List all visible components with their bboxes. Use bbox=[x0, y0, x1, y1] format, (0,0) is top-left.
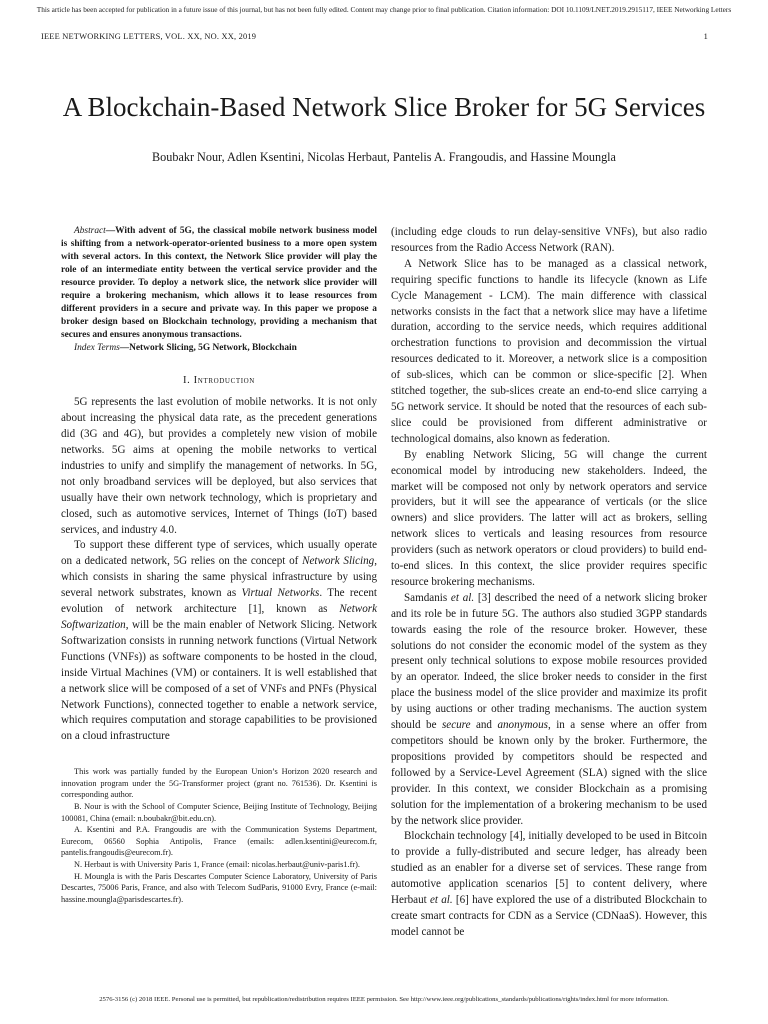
text-run: and bbox=[470, 719, 498, 732]
text-run: , in a sense where an offer from competitors should be known only by the broker. Furthermore, the propositions provided by competitors should be respected and followed by a Service-Level Agreement (SLA) signed with the slice provider. In this context, we consider Blockchain as a promising solution for the implementation of a brokering mechanism to be used by the network slice provider. bbox=[391, 719, 707, 827]
continuation-paragraph: (including edge clouds to run delay-sensitive VNFs), but also radio resources from the Radio Access Network (RAN). bbox=[391, 226, 707, 254]
footnote-affiliation: A. Ksentini and P.A. Frangoudis are with the Communication Systems Department, Eurecom, 06560 Sophia Antipolis, France (emails: adlen.ksentini@eurecom.fr, pantelis.frangoudis@eurecom.fr). bbox=[61, 825, 377, 858]
index-terms-lead: Index Terms bbox=[74, 343, 120, 354]
text-run: Samdanis bbox=[404, 591, 451, 604]
text-run: , which consists in sharing the same physical infrastructure by using several network substrates, known as bbox=[61, 555, 377, 600]
text-run: [3] described the need of a network slicing broker and its role be in future 5G. The authors also studied 3GPP standards towards easing the role of the resource broker. However, these solutions do not consider the economic model of the system as they present only technical solutions to expose mobile resources provided by an operator. Indeed, the slice broker needs to consider in the first place the business model of the slice provider and maximize its profit by using auctions or other trading mechanisms. The auction system should be bbox=[391, 591, 708, 732]
left-column bbox=[61, 225, 377, 905]
abstract bbox=[61, 225, 377, 342]
index-terms bbox=[61, 342, 377, 355]
emphasis-et-al: et al. bbox=[450, 591, 475, 604]
index-terms-text: —Network Slicing, 5G Network, Blockchain bbox=[119, 343, 297, 354]
section-number: I. bbox=[183, 375, 191, 387]
footnote-affiliation: B. Nour is with the School of Computer Science, Beijing Institute of Technology, Beijing 100081, China (email: n.boubakr@bit.edu.cn). bbox=[61, 802, 377, 823]
section-title: Introduction bbox=[193, 375, 255, 387]
emphasis-network-softwarization: Network Softwarization bbox=[61, 603, 377, 632]
right-column bbox=[391, 225, 707, 941]
running-head bbox=[41, 32, 708, 41]
text-run: , will be the main enabler of Network Slicing. Network Softwarization consists in running network functions (Virtual Network Functions (VNFs)) as software components to be hosted in the cloud, inside Virtual Machines (VM) or containers. It is well established that a network slice will be composed of a set of VNFs and PNFs (Physical Network Functions), connected together to enable a network service, which requires computation and storage capabilities to be provisioned on a cloud infrastructure bbox=[61, 619, 377, 743]
body-paragraph: A Network Slice has to be managed as a classical network, requiring specific functions to handle its lifecycle (known as Life Cycle Management - LCM). The main difference with classical networks consists in the fact that a network slice may have a lifetime duration, according to the service needs, which requires additional orchestration functions to provision and decommission the virtual resources dedicated to it. Moreover, a network slice is a composition of sub-slices, which can be common or slice-specific [2]. When stitched together, the sub-slices create an end-to-end slice carrying a 5G network service. It should be noted that the resources of each sub-slice could be provisioned from different administrative or technological domains, also known as federation. bbox=[391, 257, 707, 445]
text-run: To support these different type of services, which usually operate on a dedicated network, 5G relies on the concept of bbox=[61, 539, 377, 568]
footnote-affiliation: H. Moungla is with the Paris Descartes Computer Science Laboratory, University of Paris Descartes, 75006 Paris, France, and also with Telecom SudParis, 91000 Evry, France (e-mail: hassine.moungla@parisdescartes.fr). bbox=[61, 871, 377, 904]
text-run: Blockchain technology [4], initially developed to be used in Bitcoin to provide a fully-distributed and secure ledger, has already been studied as an enabler for a diverse set of services. These range from automotive application scenarios [5] to content delivery, where Herbaut bbox=[391, 830, 707, 907]
footnote-funding: This work was partially funded by the European Union’s Horizon 2020 research and innovation program under the 5G-Transformer project (grant no. 761536). Dr. Ksentini is corresponding author. bbox=[61, 767, 377, 800]
abstract-lead: Abstract bbox=[74, 226, 106, 236]
emphasis-virtual-networks: Virtual Networks bbox=[241, 587, 320, 600]
emphasis-et-al: et al. bbox=[429, 894, 453, 907]
publication-notice: This article has been accepted for publication in a future issue of this journal, but has not been fully edited. Content may change prior to final publication. Citation information: DOI 10.1109/LNET.2019.2915117, IEEE Networking Letters bbox=[36, 5, 732, 14]
body-paragraph bbox=[391, 829, 707, 940]
footnote-affiliation: N. Herbaut is with University Paris 1, France (email: nicolas.herbaut@univ-paris1.fr). bbox=[74, 860, 360, 870]
text-run: [6] have explored the use of a distributed Blockchain to create smart contracts for CDN as a Service (CDNaaS). However, this model cannot be bbox=[391, 894, 707, 938]
paper-title: A Blockchain-Based Network Slice Broker for 5G Services bbox=[62, 92, 706, 123]
journal-name: IEEE NETWORKING LETTERS, VOL. XX, NO. XX, 2019 bbox=[41, 32, 257, 41]
author-list: Boubakr Nour, Adlen Ksentini, Nicolas Herbaut, Pantelis A. Frangoudis, and Hassine Moungla bbox=[152, 150, 616, 164]
intro-paragraph-1: 5G represents the last evolution of mobile networks. It is not only about increasing the physical data rate, as the precedent generations did (3G and 4G), but provides a completely new vision of mobile networks. 5G aims at opening the mobile networks to vertical industries to unify and simplify the management of networks. In 5G, not only broadband services will be deployed, but also services that usually have their own network technology, which is proprietary and closed, such as automotive services, Internet of Things (IoT) based services, and industry 4.0. bbox=[61, 396, 377, 536]
intro-paragraph-2 bbox=[61, 538, 377, 745]
emphasis-anonymous: anonymous bbox=[497, 719, 548, 732]
page-number: 1 bbox=[703, 32, 708, 41]
copyright-notice: 2576-3156 (c) 2018 IEEE. Personal use is permitted, but republication/redistribution requires IEEE permission. See http://www.ieee.org/publications_standards/publications/rights/index.html for more information. bbox=[99, 996, 669, 1003]
emphasis-secure: secure bbox=[441, 719, 471, 732]
text-run: . The recent evolution of network architecture [1], known as bbox=[61, 587, 377, 616]
body-paragraph: By enabling Network Slicing, 5G will change the current economical model by introducing new stakeholders. Indeed, the market will be composed not only by network operators and service providers, but it will see the appearance of verticals (or the slice owners) and slice providers. The latter will act as brokers, selling network slices to verticals and leasing resources from resource providers (such as network operators or cloud providers) to build end-to-end slices. In this context, the slice provider requires specific resource brokering mechanisms. bbox=[391, 448, 707, 588]
abstract-text: —With advent of 5G, the classical mobile network business model is shifting from a network-operator-oriented business to a more open system with several actors. In this context, the Network Slice provider will play the role of an intermediate entity between the vertical service provider and the resource provider. To deploy a network slice, the network slice provider will require a brokering mechanism, which allows it to lease resources from different providers in a secure and private way. In this paper we propose a broker design based on Blockchain technology, providing a mechanism that secures and ensures anonymous transactions. bbox=[61, 226, 377, 341]
footnotes bbox=[61, 766, 377, 905]
section-heading bbox=[61, 373, 377, 389]
emphasis-network-slicing: Network Slicing bbox=[302, 555, 375, 568]
body-paragraph bbox=[391, 591, 707, 830]
